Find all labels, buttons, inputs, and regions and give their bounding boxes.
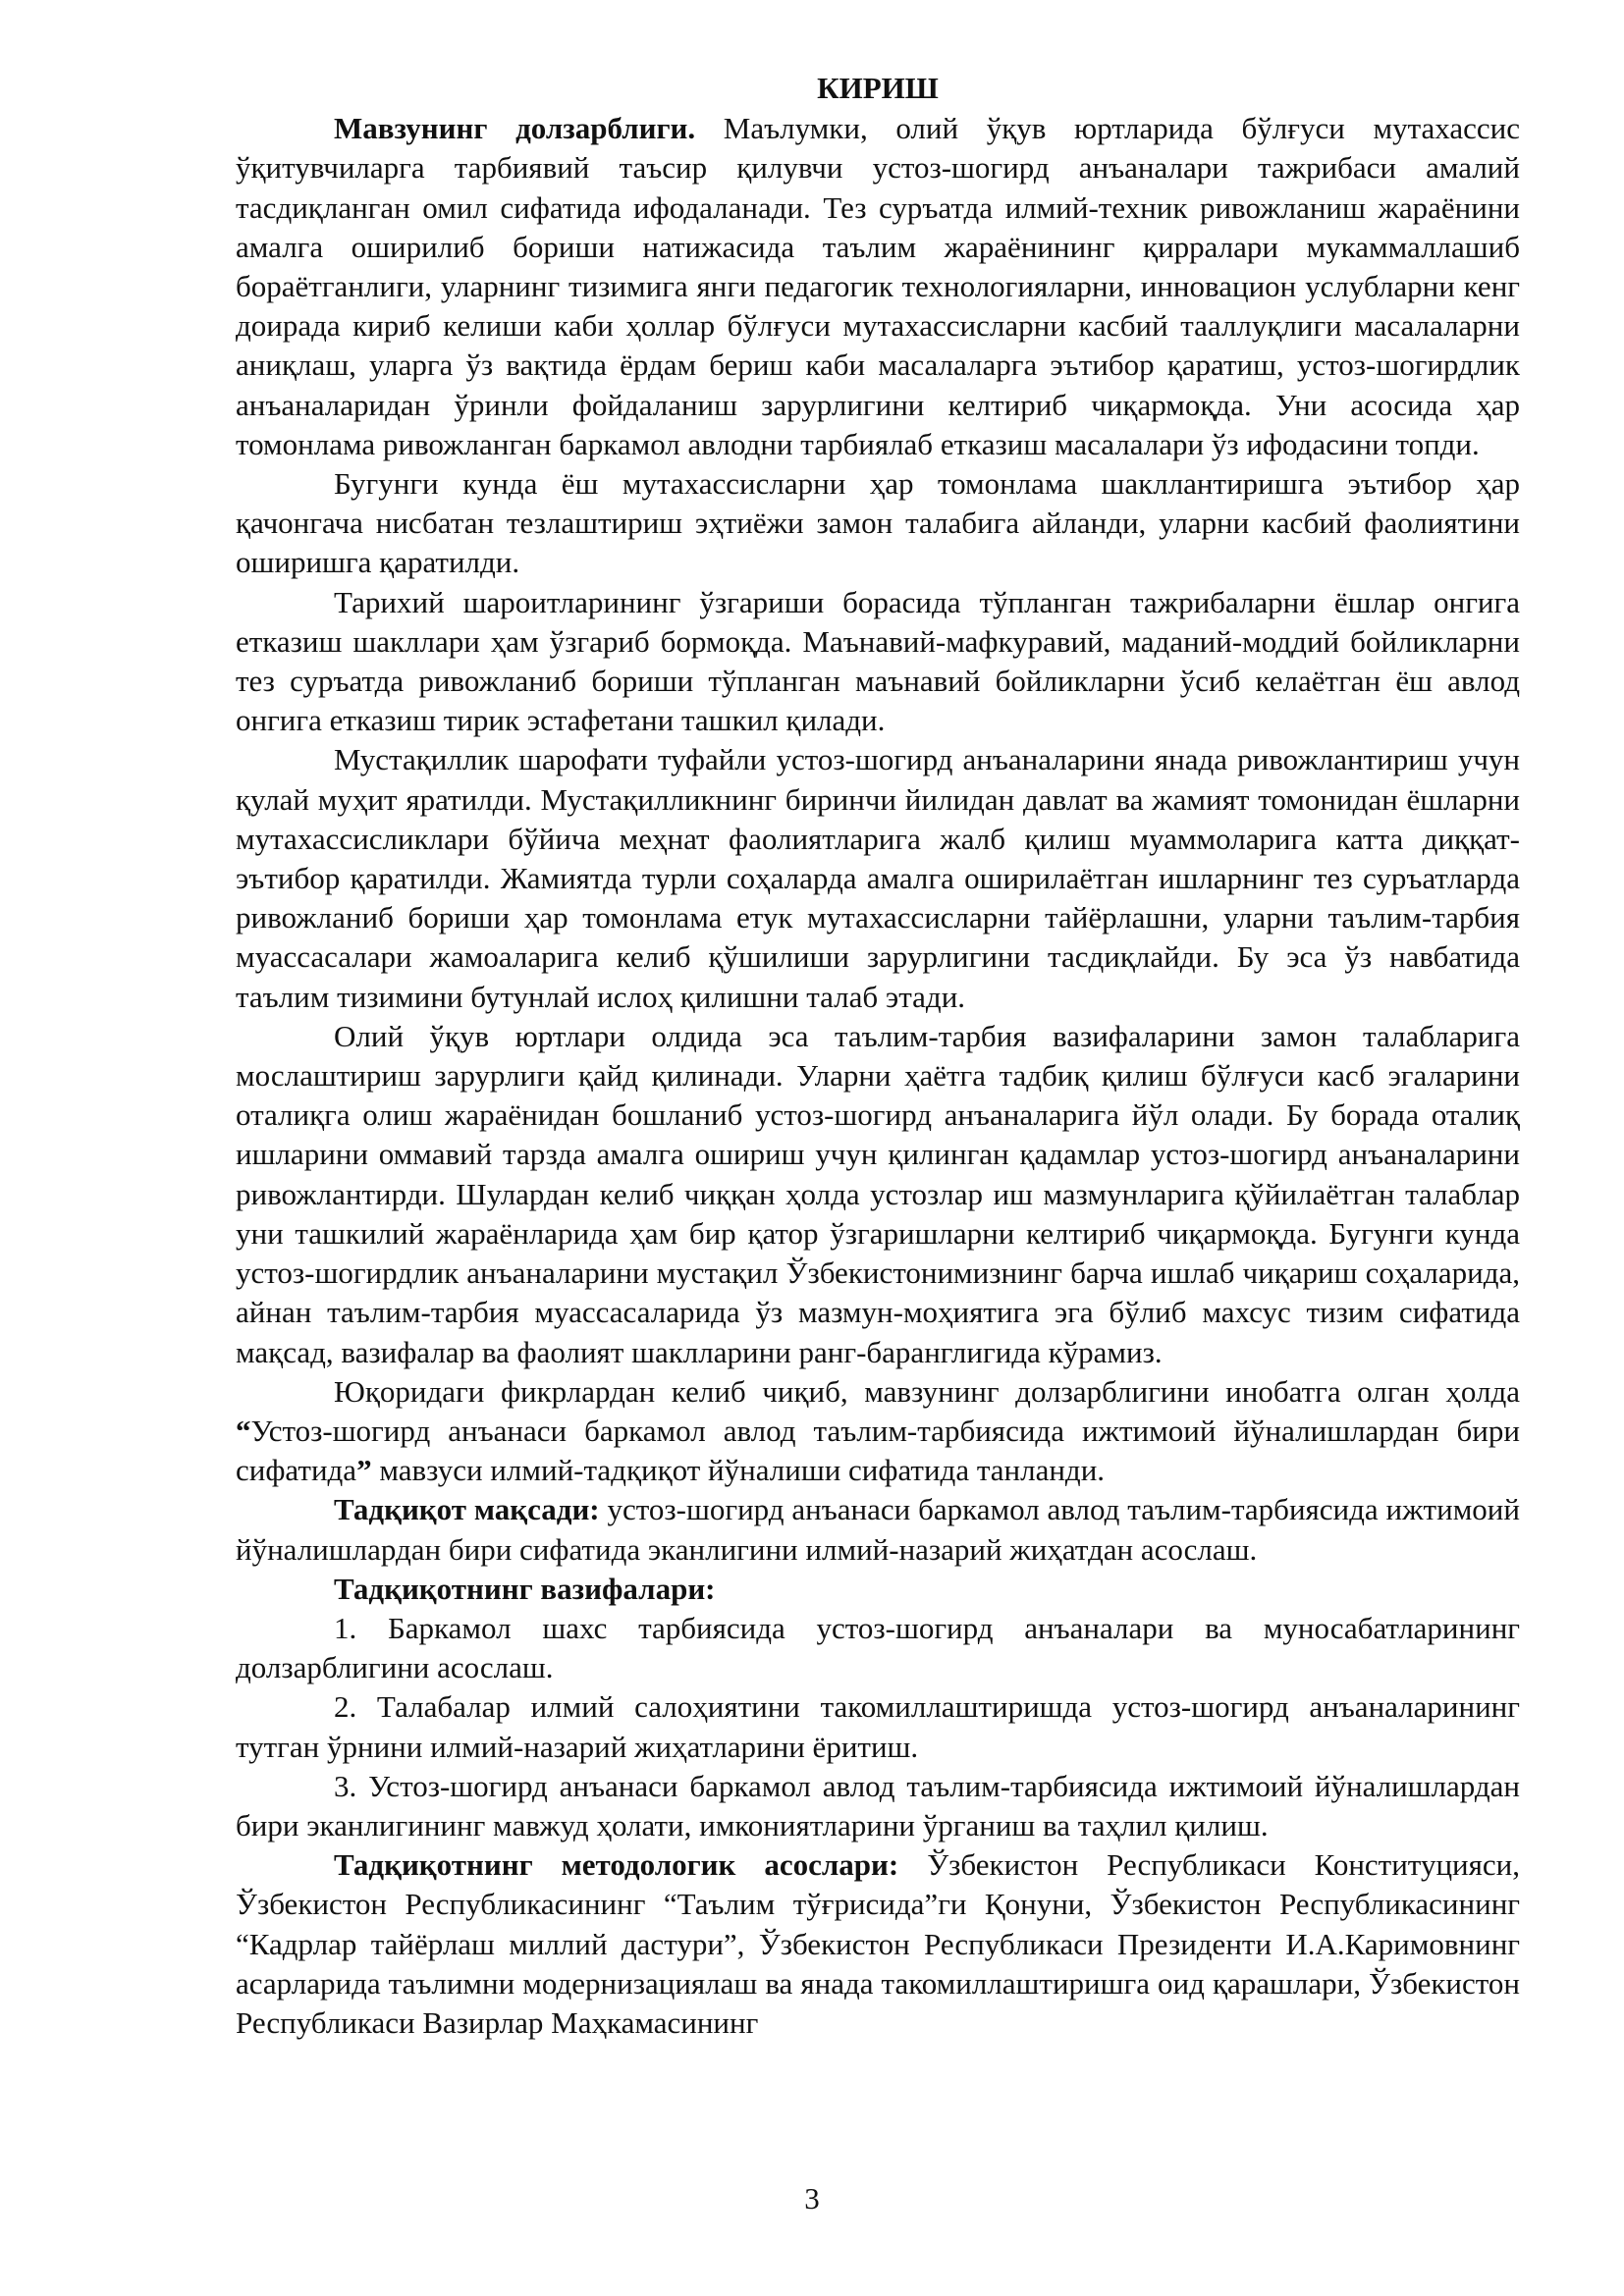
paragraph	[236, 583, 1520, 741]
paragraph-text: Бугунги кунда ёш мутахассисларни ҳар томонлама шакллантиришга эътибор ҳар қачонгача нисбатан тезлаштириш эҳтиёжи замон талабига айланди, уларни касбий фаолиятини оширишга қаратилди.	[236, 466, 1520, 580]
paragraph-topic	[236, 1372, 1520, 1491]
paragraph-text: Тарихий шароитларининг ўзгариши борасида тўпланган тажрибаларни ёшлар онгига етказиш шакллари ҳам ўзгариб бормоқда. Маънавий-мафкуравий, маданий-моддий бойликларни тез суръатда ривожланиб бориши тўпланган маънавий бойликларни ўсиб келаётган ёш авлод онгига етказиш тирик эстафетани ташкил қилади.	[236, 584, 1520, 738]
topic-title: Устоз-шогирд анъанаси баркамол авлод таълим-тарбиясида ижтимоий йўналишлардан бири сифатида	[236, 1413, 1520, 1488]
tasks-heading	[236, 1570, 1520, 1609]
section-heading: Тадқиқотнинг вазифалари:	[334, 1571, 716, 1606]
document-page	[236, 69, 1520, 2043]
page-number: 3	[804, 2181, 820, 2216]
paragraph-methodology	[236, 1845, 1520, 2043]
paragraph	[236, 740, 1520, 1016]
paragraph-text: мавзуси илмий-тадқиқот йўналиши сифатида танланди.	[371, 1453, 1106, 1488]
paragraph-lead: Мавзунинг долзарблиги.	[334, 111, 696, 146]
paragraph-text: Юқоридаги фикрлардан келиб чиқиб, мавзунинг долзарблигини инобатга олган ҳолда	[334, 1373, 1520, 1409]
list-item: 3. Устоз-шогирд анъанаси баркамол авлод таълим-тарбиясида ижтимоий йўналишлардан бири эканлигининг мавжуд ҳолати, имкониятларини ўрганиш ва таҳлил қилиш.	[236, 1768, 1520, 1842]
paragraph-lead: Тадқиқотнинг методологик асослари:	[334, 1847, 899, 1883]
list-item: 2. Талабалар илмий салоҳиятини такомиллаштиришда устоз-шогирд анъаналарининг тутган ўрнини илмий-назарий жиҳатларини ёритиш.	[236, 1689, 1520, 1764]
quote-close: ”	[356, 1453, 372, 1488]
paragraph-text: Маълумки, олий ўқув юртларида бўлғуси мутахассис ўқитувчиларга тарбиявий таъсир қилувчи устоз-шогирд анъаналари тажрибаси амалий тасдиқланган омил сифатида ифодаланади. Тез суръатда илмий-техник ривожланиш жараёнини амалга оширилиб бориши натижасида таълим жараёнининг қирралари мукаммаллашиб бораётганлиги, уларнинг тизимига янги педагогик технологияларни, инновацион услубларни кенг доирада кириб келиши каби ҳоллар бўлғуси мутахассисларни касбий тааллуқлиги масалаларни аниқлаш, уларга ўз вақтида ёрдам бериш каби масалаларга эътибор қаратиш, устоз-шогирдлик анъаналаридан ўринли фойдаланиш зарурлигини келтириб чиқармоқда. Уни асосида ҳар томонлама ривожланган баркамол авлодни тарбиялаб етказиш масалалари ўз ифодасини топди.	[236, 111, 1520, 461]
paragraph-goal	[236, 1490, 1520, 1569]
paragraph-text: Ўзбекистон Республикаси Конституцияси, Ўзбекистон Республикасининг “Таълим тўғрисида”ги Қонуни, Ўзбекистон Республикасининг “Кадрлар тайёрлаш миллий дастури”, Ўзбекистон Республикаси Президенти И.А.Каримовнинг асарларида таълимни модернизациялаш ва янада такомиллаштиришга оид қарашлари, Ўзбекистон Республикаси Вазирлар Маҳкамасининг	[236, 1847, 1520, 2040]
paragraph	[236, 1017, 1520, 1372]
quote-open: “	[236, 1413, 251, 1448]
paragraph-text: Олий ўқув юртлари олдида эса таълим-тарбия вазифаларини замон талабларига мослаштириш зарурлиги қайд қилинади. Уларни ҳаётга тадбиқ қилиш бўлғуси касб эгаларини оталиқга олиш жараёнидан бошланиб устоз-шогирд анъаналарига йўл олади. Бу борада оталиқ ишларини оммавий тарзда амалга ошириш учун қилинган қадамлар устоз-шогирд анъаналарини ривожлантирди. Шулардан келиб чиққан ҳолда устозлар иш мазмунларига қўйилаётган талаблар уни ташкилий жараёнларида ҳам бир қатор ўзгаришларни келтириб чиқармоқда. Бугунги кунда устоз-шогирдлик анъаналарини мустақил Ўзбекистонимизнинг барча ишлаб чиқариш соҳаларида, айнан таълим-тарбия муассасаларида ўз мазмун-моҳиятига эга бўлиб махсус тизим сифатида мақсад, вазифалар ва фаолият шаклларини ранг-баранглигида кўрамиз.	[236, 1018, 1520, 1369]
paragraph-relevance-intro	[236, 109, 1520, 464]
paragraph-text: устоз-шогирд анъанаси баркамол авлод таълим-тарбиясида ижтимоий йўналишлардан бири сифатида эканлигини илмий-назарий жиҳатдан асослаш.	[236, 1492, 1520, 1567]
page-title: КИРИШ	[817, 71, 939, 105]
list-item: 1. Баркамол шахс тарбиясида устоз-шогирд анъаналари ва муносабатларининг долзарблигини асослаш.	[236, 1610, 1520, 1685]
paragraph-text: Мустақиллик шарофати туфайли устоз-шогирд анъаналарини янада ривожлантириш учун қулай муҳит яратилди. Мустақилликнинг биринчи йилидан давлат ва жамият томонидан ёшларни мутахассисликлари бўйича меҳнат фаолиятларига жалб қилиш муаммоларига катта диққат-эътибор қаратилди. Жамиятда турли соҳаларда амалга оширилаётган ишларнинг тез суръатларда ривожланиб бориши ҳар томонлама етук мутахассисларни тайёрлашни, уларни таълим-тарбия муассасалари жамоаларига келиб қўшилиши зарурлигини тасдиқлайди. Бу эса ўз навбатида таълим тизимини бутунлай ислоҳ қилишни талаб этади.	[236, 742, 1520, 1014]
paragraph	[236, 464, 1520, 583]
paragraph-lead: Тадқиқот мақсади:	[334, 1492, 600, 1527]
